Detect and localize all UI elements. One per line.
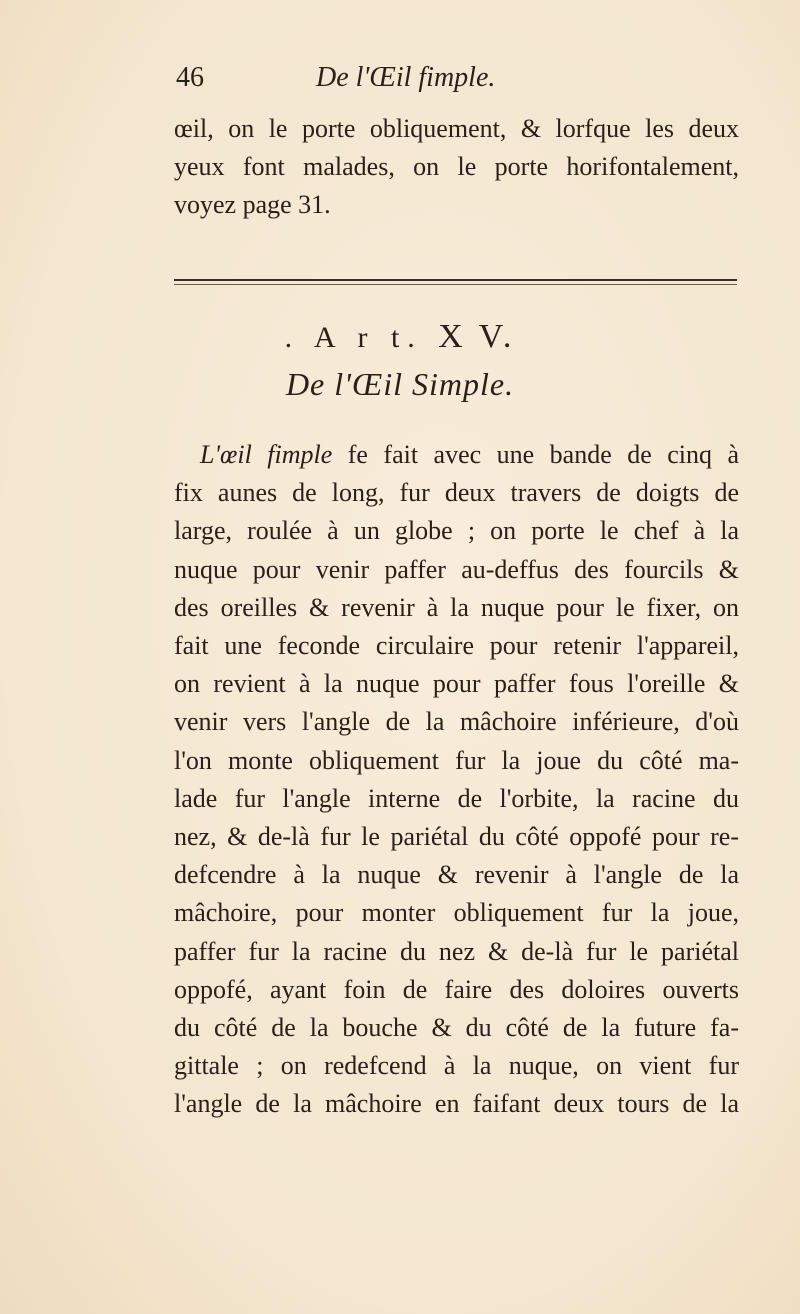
article-title: De l'Œil Simple. xyxy=(285,366,515,402)
text-line: on revient à la nuque pour paffer fous l'oreille & xyxy=(174,669,739,699)
main-paragraph xyxy=(174,436,739,1124)
text-line: du côté de la bouche & du côté de la future fa- xyxy=(174,1013,739,1043)
page-header xyxy=(176,62,736,102)
running-title: De l'Œil fimple. xyxy=(316,62,496,93)
text-line: venir vers l'angle de la mâchoire inférieure, d'où xyxy=(174,707,739,737)
text-line: fix aunes de long, fur deux travers de doigts de xyxy=(174,478,739,508)
section-divider xyxy=(174,279,737,281)
text-line: l'on monte obliquement fur la joue du côté ma- xyxy=(174,745,739,775)
article-number: X V. xyxy=(438,318,516,355)
text-line: des oreilles & revenir à la nuque pour le fixer, on xyxy=(174,592,739,622)
section-divider-thin xyxy=(174,284,737,285)
text-line: nez, & de-là fur le pariétal du côté oppofé pour re- xyxy=(174,822,739,852)
text-line: oppofé, ayant foin de faire des doloires ouverts xyxy=(174,974,739,1004)
text-line: defcendre à la nuque & revenir à l'angle de la xyxy=(174,860,739,890)
text-line: voyez page 31. xyxy=(174,190,331,220)
text-line: gittale ; on redefcend à la nuque, on vient fur xyxy=(174,1051,739,1081)
text-line xyxy=(174,436,739,474)
page-number: 46 xyxy=(176,62,204,93)
text-line: yeux font malades, on le porte horifontalement, xyxy=(174,152,739,182)
text-line: œil, on le porte obliquement, & lorfque les deux xyxy=(174,114,739,143)
lead-italic: L'œil fimple xyxy=(200,440,333,469)
article-label: . A r t. xyxy=(284,321,423,354)
text-line: fait une feconde circulaire pour retenir l'appareil, xyxy=(174,631,739,661)
text-line: mâchoire, pour monter obliquement fur la joue, xyxy=(174,898,739,928)
text-line: l'angle de la mâchoire en faifant deux tours de la xyxy=(174,1089,739,1119)
text-line: lade fur l'angle interne de l'orbite, la racine du xyxy=(174,783,739,813)
text-line: large, roulée à un globe ; on porte le chef à la xyxy=(174,516,739,546)
article-heading xyxy=(0,318,800,356)
intro-paragraph xyxy=(174,110,739,225)
text-line: nuque pour venir paffer au-deffus des fourcils & xyxy=(174,554,739,584)
text-line: paffer fur la racine du nez & de-là fur le pariétal xyxy=(174,936,739,966)
text-run: fe fait avec une bande de cinq à xyxy=(332,440,740,469)
